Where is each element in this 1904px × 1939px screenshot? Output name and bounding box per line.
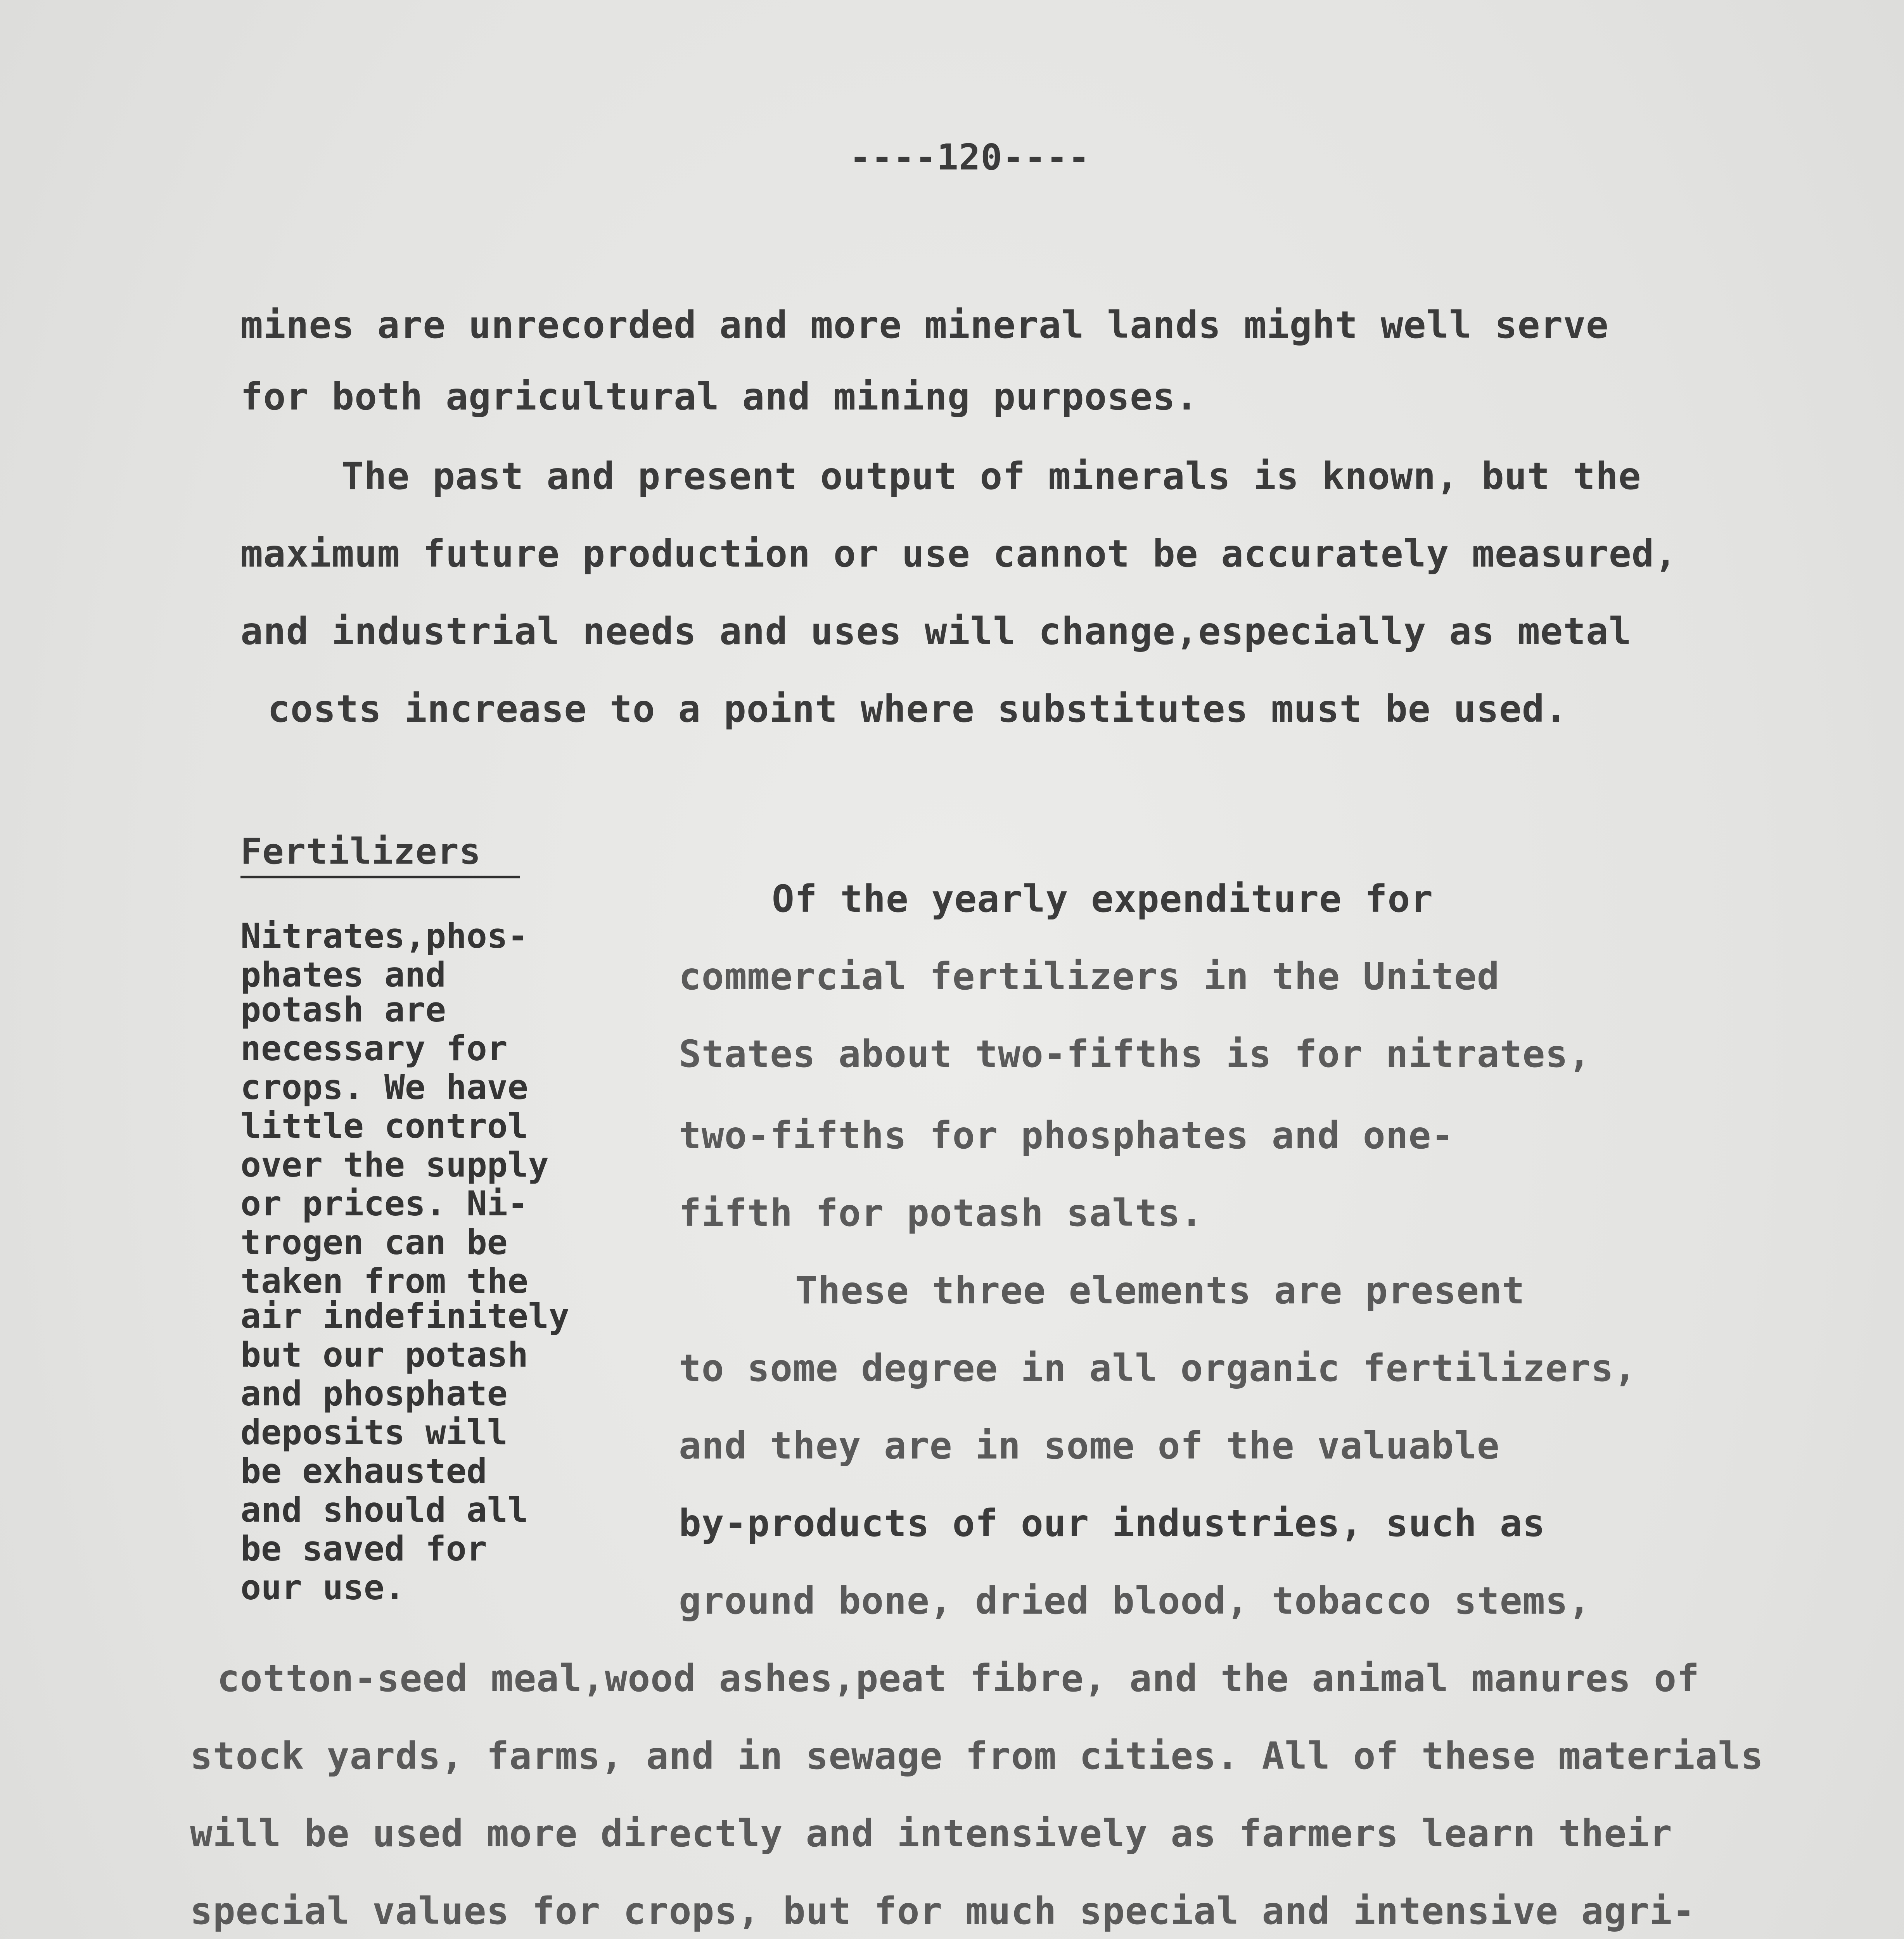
intro-line-2: for both agricultural and mining purposes. xyxy=(240,375,1198,418)
margin-note-line: and should all xyxy=(240,1490,528,1530)
column-line-7: to some degree in all organic fertilizers, xyxy=(679,1346,1637,1390)
intro-line-1: mines are unrecorded and more mineral lands might well serve xyxy=(240,303,1609,347)
intro-line-6: costs increase to a point where substitutes must be used. xyxy=(268,687,1568,731)
column-line-5: fifth for potash salts. xyxy=(679,1191,1204,1235)
margin-note-line: potash are xyxy=(240,990,446,1030)
column-line-3: States about two-fifths is for nitrates, xyxy=(679,1032,1591,1076)
margin-note-line: Nitrates,phos- xyxy=(240,916,528,956)
body-line-4: special values for crops, but for much special and intensive agri- xyxy=(190,1889,1695,1933)
column-line-2: commercial fertilizers in the United xyxy=(679,955,1500,998)
column-line-1: Of the yearly expenditure for xyxy=(772,877,1434,921)
margin-note-line: trogen can be xyxy=(240,1222,508,1262)
intro-line-3: The past and present output of minerals is known, but the xyxy=(341,455,1641,498)
column-line-4: two-fifths for phosphates and one- xyxy=(679,1114,1454,1157)
margin-note-line: or prices. Ni- xyxy=(240,1184,528,1224)
body-line-1: cotton-seed meal,wood ashes,peat fibre, and the animal manures of xyxy=(217,1657,1700,1700)
section-heading: Fertilizers xyxy=(240,831,481,872)
section-heading-underline xyxy=(240,876,520,878)
margin-note-line: our use. xyxy=(240,1567,405,1607)
column-line-6: These three elements are present xyxy=(795,1269,1525,1312)
margin-note-line: deposits will xyxy=(240,1412,508,1452)
page-number: ----120---- xyxy=(849,137,1090,178)
column-line-10: ground bone, dried blood, tobacco stems, xyxy=(679,1579,1591,1623)
margin-note-line: be saved for xyxy=(240,1529,487,1569)
margin-note-line: taken from the xyxy=(240,1261,528,1301)
margin-note-line: air indefinitely xyxy=(240,1296,569,1336)
margin-note-line: little control xyxy=(240,1106,528,1146)
body-line-2: stock yards, farms, and in sewage from cities. All of these materials xyxy=(190,1734,1764,1778)
margin-note-line: crops. We have xyxy=(240,1067,528,1107)
intro-line-5: and industrial needs and uses will change,especially as metal xyxy=(240,610,1632,653)
margin-note-line: be exhausted xyxy=(240,1451,487,1491)
body-line-3: will be used more directly and intensively as farmers learn their xyxy=(190,1812,1672,1855)
margin-note-line: necessary for xyxy=(240,1028,508,1068)
column-line-8: and they are in some of the valuable xyxy=(679,1424,1500,1467)
margin-note-line: over the supply xyxy=(240,1145,549,1185)
intro-line-4: maximum future production or use cannot be accurately measured, xyxy=(240,532,1677,575)
column-line-9: by-products of our industries, such as xyxy=(679,1502,1546,1545)
margin-note-line: phates and xyxy=(240,955,446,995)
margin-note-line: and phosphate xyxy=(240,1374,508,1414)
margin-note-line: but our potash xyxy=(240,1335,528,1375)
